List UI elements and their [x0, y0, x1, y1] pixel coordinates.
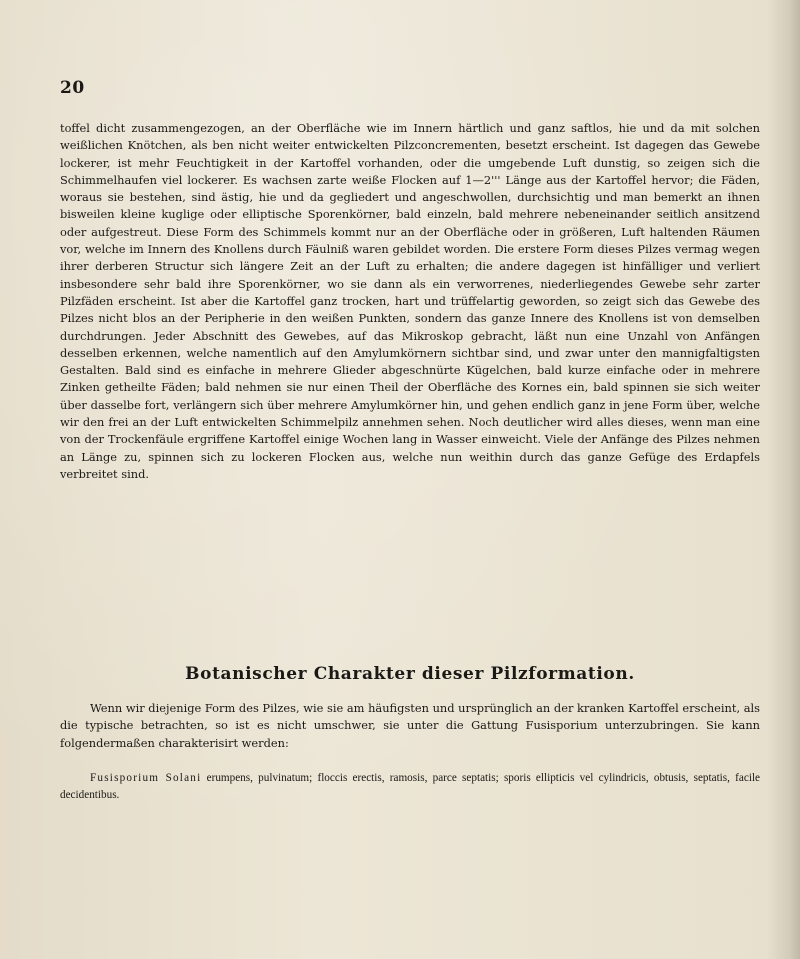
paragraph-1: toffel dicht zusammengezogen, an der Oberfläche wie im Innern härtlich und ganz saftlos, hie und da mit solchen weißlichen Knötchen, als ben nicht weiter entwickelten Pilzconcrementen, besetzt erscheint. Ist dagegen das Gewebe lockerer, ist mehr Feuchtigkeit in der Kartoffel vorhanden, oder die umgebende Luft dunstig, so zeigen sich die Schimmelhaufen viel lockerer. Es wachsen zarte weiße Flocken auf 1—2''' Länge aus der Kartoffel hervor; die Fäden, woraus sie bestehen, sind ästig, hie und da gegliedert und angeschwollen, durchsichtig und man bemerkt an ihnen bisweilen kleine kuglige oder elliptische Sporenkörner, bald einzeln, bald mehrere nebeneinander seitlich ansitzend oder aufgestreut. Diese Form des Schimmels kommt nur an der Oberfläche oder in größeren, Luft haltenden Räumen vor, welche im Innern des Knollens durch Fäulniß waren gebildet worden. Die erstere Form dieses Pilzes vermag wegen ihrer derberen Structur sich längere Zeit an der Luft zu erhalten; die andere dagegen ist hinfälliger und verliert insbesondere sehr bald ihre Sporenkörner, wo sie dann als ein verworrenes, niederliegendes Gewebe sehr zarter Pilzfäden erscheint. Ist aber die Kartoffel ganz trocken, hart und trüffelartig geworden, so zeigt sich das Gewebe des Pilzes nicht blos an der Peripherie in den weißen Punkten, sondern das ganze Innere des Knollens ist von demselben durchdrungen. Jeder Abschnitt des Gewebes, auf das Mikroskop gebracht, läßt nun eine Unzahl von Anfängen desselben erkennen, welche namentlich auf den Amylumkörnern sichtbar sind, und zwar unter den mannigfaltigsten Gestalten. Bald sind es einfache in mehrere Glieder abgeschnürte Kügelchen, bald kurze einfache oder in mehrere Zinken getheilte Fäden; bald nehmen sie nur einen Theil der Oberfläche des Kornes ein, bald spinnen sie sich weiter über dasselbe fort, verlängern sich über mehrere Amylumkörner hin, und gehen endlich ganz in jene Form über, welche wir den frei an der Luft entwickelten Schimmelpilz annehmen sehen. Noch deutlicher wird alles dieses, wenn man eine von der Trockenfäule ergriffene Kartoffel einige Wochen lang in Wasser einweicht. Viele der Anfänge des Pilzes nehmen an Länge zu, spinnen sich zu lockeren Flocken aus, welche nun weithin durch das ganze Gefüge des Erdapfels verbreitet sind.	[60, 121, 760, 481]
species-name: Fusisporium Solani	[90, 772, 202, 784]
section-heading: Botanischer Charakter dieser Pilzformation.	[185, 664, 635, 684]
main-paragraph	[60, 120, 760, 483]
page-gutter-shadow	[766, 0, 800, 959]
species-description: erumpens, pulvinatum; floccis erectis, ramosis, parce septatis; sporis ellipticis vel cylindricis, obtusis, septatis, facile decidentibus.	[60, 772, 761, 802]
latin-diagnosis	[60, 770, 760, 805]
paragraph-2: Wenn wir diejenige Form des Pilzes, wie sie am häufigsten und ursprünglich an der kranken Kartoffel erscheint, als die typische betrachten, so ist es nicht umschwer, sie unter die Gattung Fusisporium unterzubringen. Sie kann folgendermaßen charakterisirt werden:	[60, 701, 760, 750]
page-number: 20	[60, 78, 85, 98]
